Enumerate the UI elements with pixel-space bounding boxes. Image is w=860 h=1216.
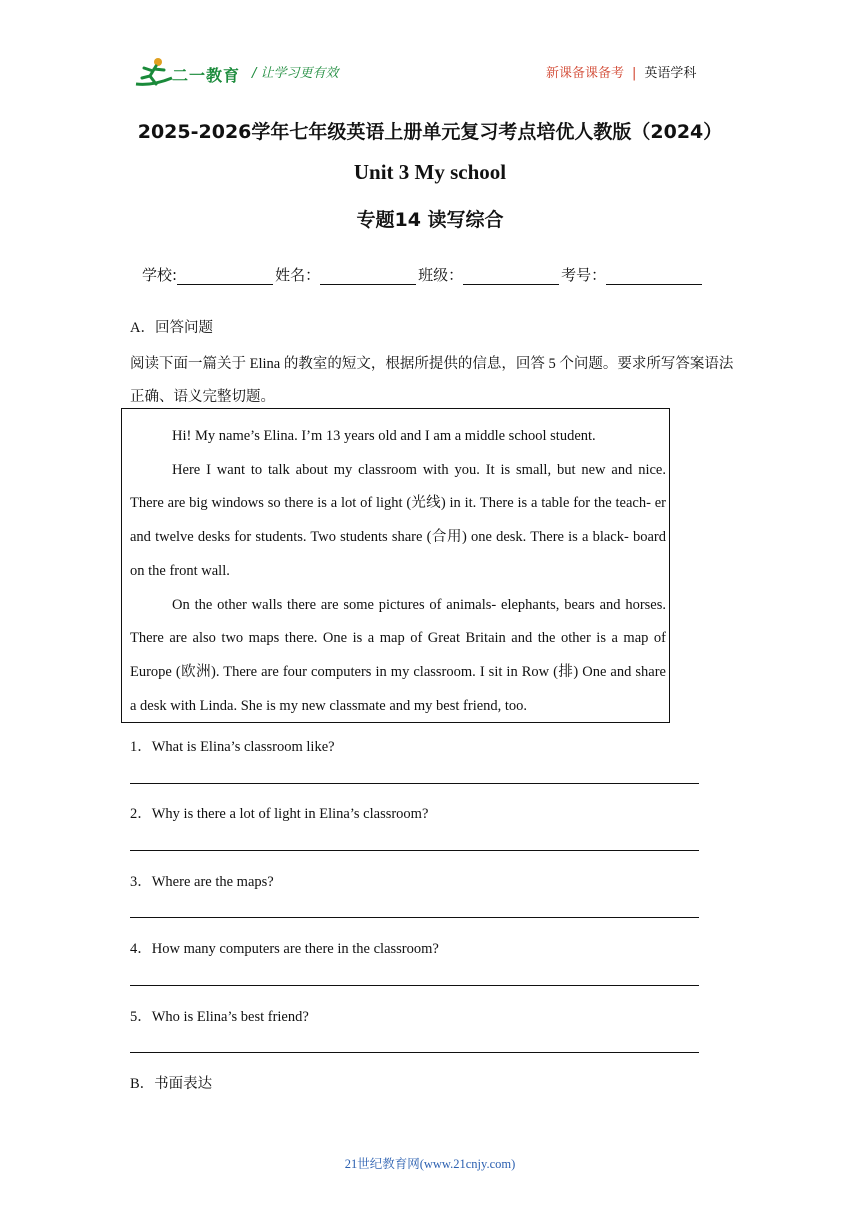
answer-line-1[interactable] — [130, 783, 699, 784]
unit-title: Unit 3 My school — [353, 160, 507, 184]
document-title: 2025-2026学年七年级英语上册单元复习考点培优人教版（2024） — [137, 121, 723, 143]
class-blank[interactable] — [463, 268, 559, 285]
brand-slogan: / 让学习更有效 — [252, 66, 339, 81]
header-tagline: 新课备课备考 — [546, 66, 625, 81]
question-4: 4．How many computers are there in the classroom? — [130, 941, 439, 957]
class-label: 班级： — [418, 266, 464, 284]
answer-line-2[interactable] — [130, 850, 699, 851]
footer-source: 21世纪教育网(www.21cnjy.com) — [344, 1157, 516, 1171]
answer-line-4[interactable] — [130, 985, 699, 986]
topic-title: 专题14 读写综合 — [356, 209, 504, 231]
answer-line-5[interactable] — [130, 1052, 699, 1053]
header-separator: | — [632, 66, 637, 81]
passage-paragraph: Here I want to talk about my classroom with you. It is small, but new and nice. There are big windows so there is a lot of light (光线) in it. There is a table for the teach- er and twelve desks for students. Two students share (合用) one desk. There is a black- board on the front wall. — [130, 461, 666, 579]
question-3: 3．Where are the maps? — [130, 874, 274, 890]
header-right — [546, 62, 696, 81]
brand-name: 二一教育 — [172, 66, 241, 85]
passage-paragraph: On the other walls there are some pictures of animals- elephants, bears and horses. There are also two maps there. One is a map of Great Britain and the other is a map of Europe (欧洲). There are four computers in my classroom. I sit in Row (排) One and share a desk with Linda. She is my new classmate and my best friend, too. — [130, 596, 666, 714]
student-info-line — [142, 264, 704, 285]
section-b-heading: B．书面表达 — [130, 1076, 213, 1092]
name-blank[interactable] — [320, 268, 416, 285]
passage-paragraph: Hi! My name’s Elina. I’m 13 years old and I am a middle school student. — [172, 428, 596, 444]
answer-line-3[interactable] — [130, 917, 699, 918]
number-label: 考号： — [561, 266, 607, 284]
question-2: 2．Why is there a lot of light in Elina’s classroom? — [130, 806, 429, 822]
number-blank[interactable] — [606, 268, 702, 285]
school-blank[interactable] — [177, 268, 273, 285]
school-label: 学校: — [142, 266, 178, 284]
name-label: 姓名： — [275, 266, 321, 284]
question-1: 1．What is Elina’s classroom like? — [130, 739, 335, 755]
section-a-instruction: 阅读下面一篇关于 Elina 的教室的短文，根据所提供的信息，回答 5 个问题。要求所写答案语法正确、语义完整切题。 — [130, 356, 734, 405]
reading-passage — [130, 420, 666, 723]
section-a-heading: A．回答问题 — [130, 320, 213, 336]
header-subject: 英语学科 — [644, 66, 697, 81]
question-5: 5．Who is Elina’s best friend? — [130, 1009, 309, 1025]
